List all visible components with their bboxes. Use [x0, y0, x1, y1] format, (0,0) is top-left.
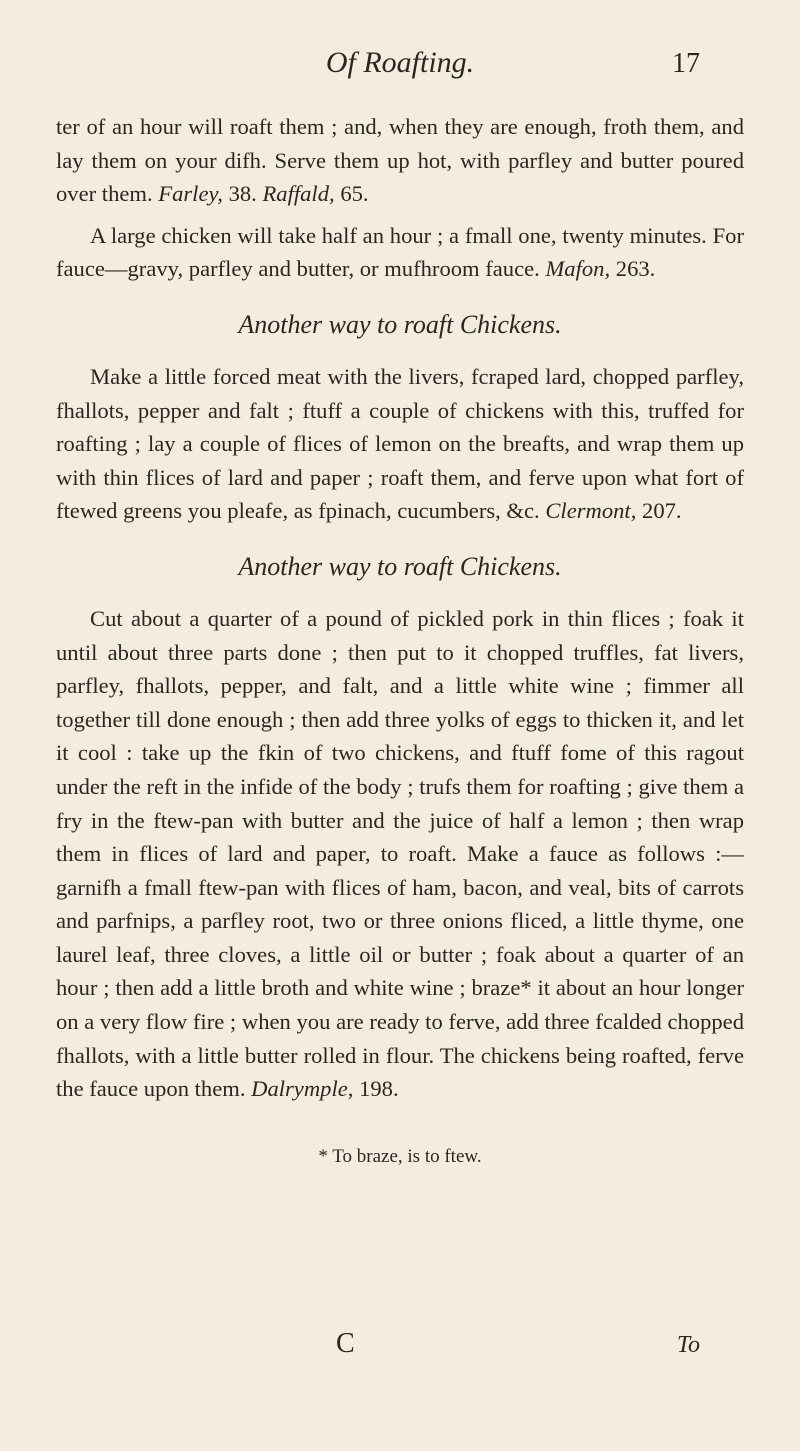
- citation-author: Clermont,: [545, 498, 637, 524]
- paragraph-forced-meat: [56, 360, 744, 528]
- section-heading-another-way-1: Another way to roaft Chickens.: [238, 309, 562, 339]
- signature-mark: C: [336, 1328, 355, 1359]
- citation-page: 198.: [359, 1076, 399, 1102]
- paragraph-pickled-pork: [56, 602, 744, 1106]
- running-title: Of Roafting.: [325, 46, 475, 79]
- paragraph-roasting-froth: [56, 110, 744, 211]
- citation-author: Raffald,: [262, 181, 335, 207]
- paragraph-text: A large chicken will take half an hour ; a fmall one, twenty minutes. For fauce—gravy, parfley and butter, or mufhroom fauce.: [56, 222, 744, 282]
- body-text: [56, 110, 744, 1168]
- citation-page: 65.: [340, 181, 369, 207]
- paragraph-text: ter of an hour will roaft them ; and, when they are enough, froth them, and lay them on your difh. Serve them up hot, with parfley and butter poured over them.: [56, 114, 744, 207]
- footnote: * To braze, is to ftew.: [318, 1145, 482, 1167]
- citation-author: Farley,: [158, 181, 223, 207]
- citation-author: Mafon,: [545, 256, 611, 282]
- page-number: 17: [672, 48, 700, 79]
- citation-page: 207.: [642, 498, 682, 524]
- paragraph-text: Cut about a quarter of a pound of pickled pork in thin flices ; foak it until about three parts done ; then put to it chopped truffles, fat livers, parfley, fhallots, pepper, and falt, and a little white wine ; fimmer all together till done enough ; then add three yolks of eggs to thicken it, and let it cool : take up the fkin of two chickens, and ftuff fome of this ragout under the reft in the infide of the body ; trufs them for roafting ; give them a fry in the ftew-pan with butter and the juice of half a lemon ; then wrap them in flices of lard and paper, to roaft. Make a fauce as follows :—garnifh a fmall ftew-pan with flices of ham, bacon, and veal, bits of carrots and parfnips, a parfley root, two or three onions fliced, a little thyme, one laurel leaf, three cloves, a little oil or butter ; foak about a quarter of an hour ; then add a little broth and white wine ; braze* it about an hour longer on a very flow fire ; when you are ready to ferve, add three fcalded chopped fhallots, with a little butter rolled in flour. The chickens being roafted, ferve the fauce upon them.: [56, 605, 744, 1102]
- citation-page: 38.: [228, 181, 257, 207]
- paragraph-large-chicken: [56, 219, 744, 286]
- citation-page: 263.: [615, 256, 656, 282]
- citation-author: Dalrymple,: [251, 1076, 354, 1102]
- paragraph-text: Make a little forced meat with the livers, fcraped lard, chopped parfley, fhallots, pepper and falt ; ftuff a couple of chickens with this, truffed for roafting ; lay a couple of flices of lemon on the breafts, and wrap them up with thin flices of lard and paper ; roaft them, and ferve upon what fort of ftewed greens you pleafe, as fpinach, cucumbers, &c.: [56, 363, 744, 524]
- catchword: To: [676, 1332, 700, 1358]
- section-heading-another-way-2: Another way to roaft Chickens.: [238, 551, 562, 581]
- running-head: [0, 46, 800, 86]
